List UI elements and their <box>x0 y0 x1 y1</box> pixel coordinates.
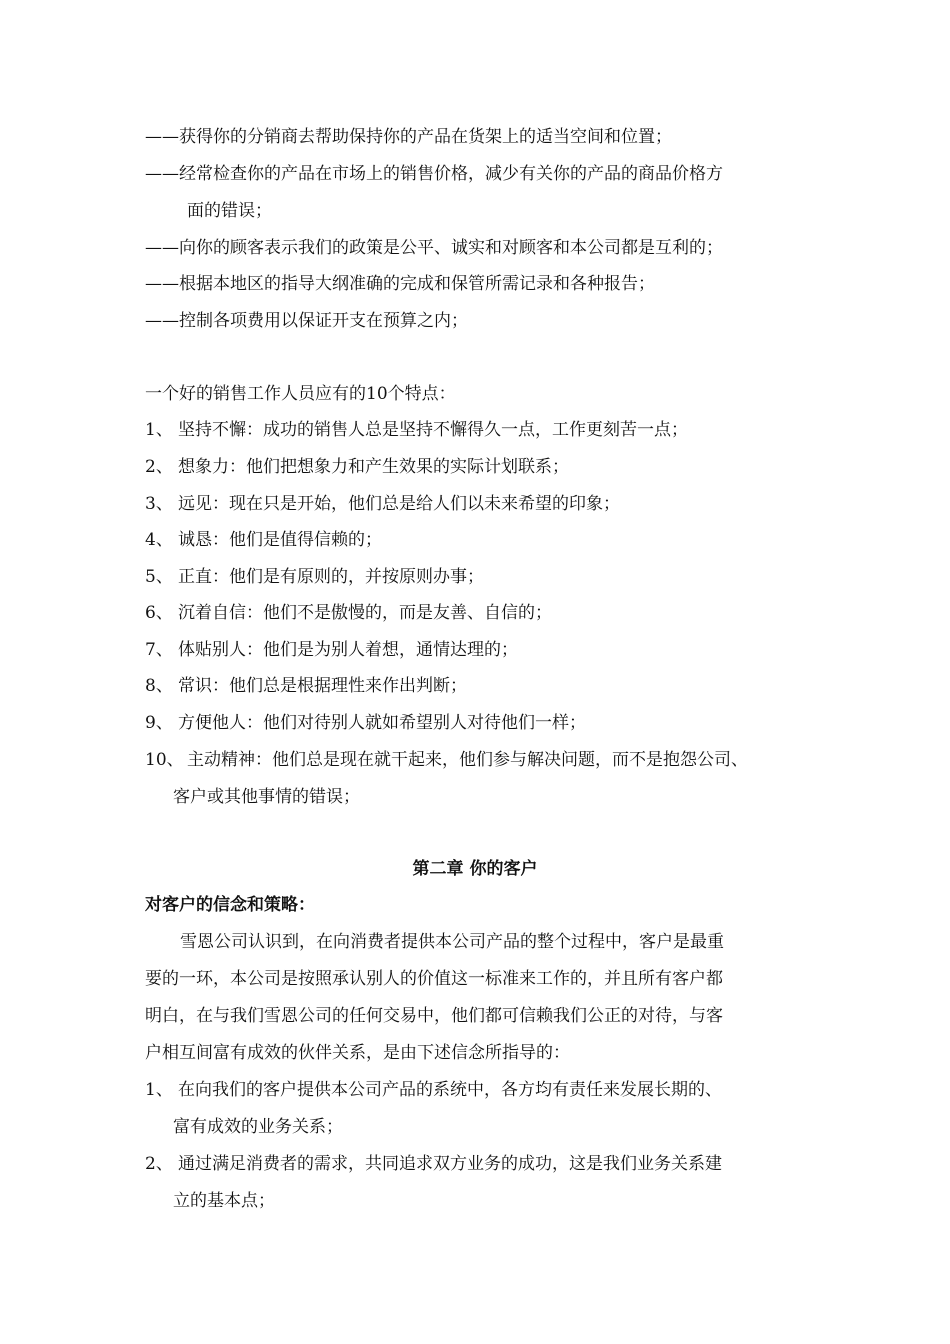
trait-item <box>145 530 382 550</box>
dash-item: ——获得你的分销商去帮助保持你的产品在货架上的适当空间和位置； <box>145 127 672 147</box>
belief-continuation: 富有成效的业务关系； <box>173 1117 343 1137</box>
trait-item <box>145 567 484 587</box>
trait-text: 常识：他们总是根据理性来作出判断； <box>178 676 467 696</box>
belief-number: 1、 <box>145 1080 173 1100</box>
belief-text: 通过满足消费者的需求，共同追求双方业务的成功，这是我们业务关系建 <box>178 1154 722 1174</box>
dash-item: ——根据本地区的指导大纲准确的完成和保管所需记录和各种报告； <box>145 274 655 294</box>
trait-number: 7、 <box>145 640 173 660</box>
trait-item <box>145 750 748 770</box>
trait-number: 3、 <box>145 494 173 514</box>
trait-text: 坚持不懈：成功的销售人总是坚持不懈得久一点，工作更刻苦一点； <box>178 420 688 440</box>
paragraph-line: 要的一环，本公司是按照承认别人的价值这一标准来工作的，并且所有客户都 <box>145 969 723 989</box>
trait-item <box>145 603 552 623</box>
trait-text: 远见：现在只是开始，他们总是给人们以未来希望的印象； <box>178 494 620 514</box>
trait-item <box>145 676 467 696</box>
trait-text: 想象力：他们把想象力和产生效果的实际计划联系； <box>178 457 569 477</box>
trait-text: 主动精神：他们总是现在就干起来，他们参与解决问题，而不是抱怨公司、 <box>187 750 748 770</box>
dash-item: ——控制各项费用以保证开支在预算之内； <box>145 311 468 331</box>
paragraph-line: 明白，在与我们雪恩公司的任何交易中，他们都可信赖我们公正的对待，与客 <box>145 1006 723 1026</box>
trait-number: 1、 <box>145 420 173 440</box>
trait-item <box>145 713 586 733</box>
belief-text: 在向我们的客户提供本公司产品的系统中，各方均有责任来发展长期的、 <box>178 1080 722 1100</box>
section-heading: 对客户的信念和策略： <box>145 895 315 915</box>
paragraph-line: 户相互间富有成效的伙伴关系，是由下述信念所指导的： <box>145 1043 570 1063</box>
trait-item <box>145 494 620 514</box>
trait-text: 沉着自信：他们不是傲慢的，而是友善、自信的； <box>178 603 552 623</box>
trait-item <box>145 640 518 660</box>
paragraph-line: 雪恩公司认识到，在向消费者提供本公司产品的整个过程中，客户是最重 <box>180 932 724 952</box>
trait-text: 正直：他们是有原则的，并按原则办事； <box>178 567 484 587</box>
belief-item <box>145 1080 722 1100</box>
trait-text: 体贴别人：他们是为别人着想，通情达理的； <box>178 640 518 660</box>
trait-item <box>145 420 688 440</box>
trait-number: 8、 <box>145 676 173 696</box>
trait-number: 6、 <box>145 603 173 623</box>
trait-number: 10、 <box>145 750 184 770</box>
trait-number: 2、 <box>145 457 173 477</box>
trait-text: 诚恳：他们是值得信赖的； <box>178 530 382 550</box>
belief-number: 2、 <box>145 1154 173 1174</box>
traits-intro: 一个好的销售工作人员应有的10个特点： <box>145 384 456 404</box>
belief-item <box>145 1154 722 1174</box>
dash-item-continuation: 面的错误； <box>187 201 272 221</box>
trait-number: 5、 <box>145 567 173 587</box>
trait-text: 方便他人：他们对待别人就如希望别人对待他们一样； <box>178 713 586 733</box>
chapter-title: 第二章 你的客户 <box>412 859 538 879</box>
belief-continuation: 立的基本点； <box>173 1191 275 1211</box>
dash-item: ——向你的顾客表示我们的政策是公平、诚实和对顾客和本公司都是互利的； <box>145 238 723 258</box>
trait-number: 9、 <box>145 713 173 733</box>
trait-continuation: 客户或其他事情的错误； <box>173 787 360 807</box>
dash-item: ——经常检查你的产品在市场上的销售价格，减少有关你的产品的商品价格方 <box>145 164 723 184</box>
trait-number: 4、 <box>145 530 173 550</box>
trait-item <box>145 457 569 477</box>
